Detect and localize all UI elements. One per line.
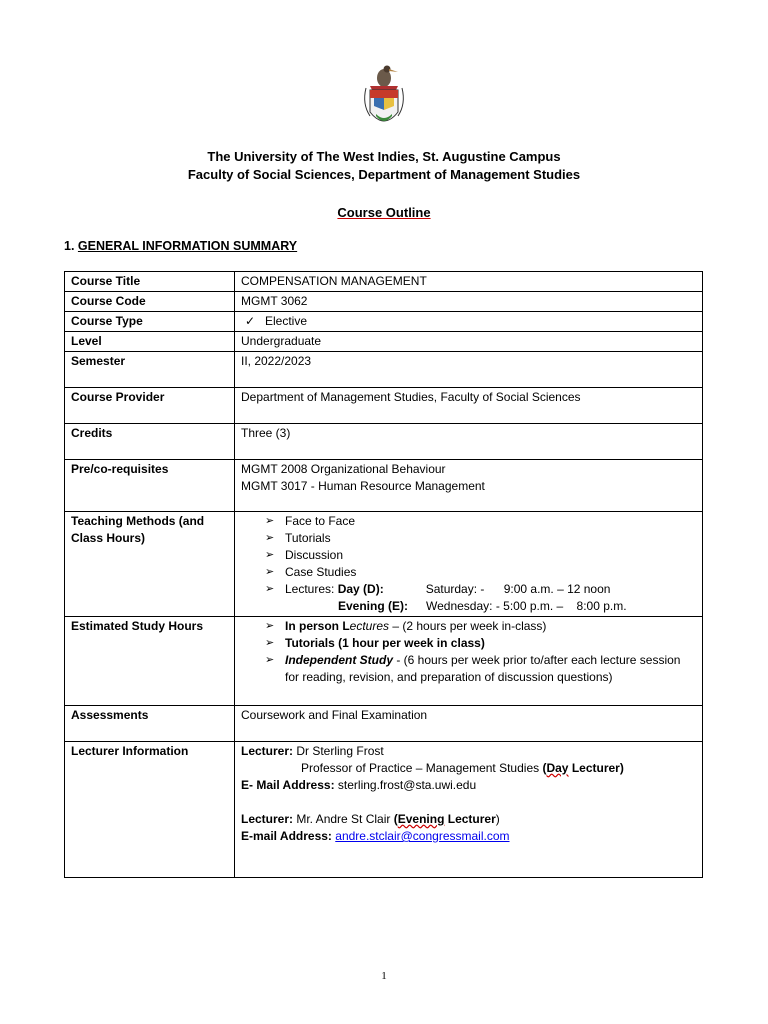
- general-info-table: [64, 271, 703, 878]
- course-provider-value: Department of Management Studies, Faculty of Social Sciences: [235, 388, 703, 424]
- course-code-label: Course Code: [65, 292, 235, 312]
- arrow-bullet-icon: ➢: [265, 566, 275, 578]
- arrow-bullet-icon: ➢: [265, 654, 275, 666]
- section-heading: 1. GENERAL INFORMATION SUMMARY: [64, 239, 298, 253]
- arrow-bullet-icon: ➢: [265, 620, 275, 632]
- list-item: ➢ In person Lectures – (2 hours per week in-class): [265, 619, 547, 633]
- lecturer-info-label: Lecturer Information: [65, 742, 235, 878]
- semester-value: II, 2022/2023: [235, 352, 703, 388]
- table-row: [65, 292, 703, 312]
- assessments-label: Assessments: [65, 706, 235, 742]
- table-row: [65, 742, 703, 878]
- list-item: ➢ Discussion: [265, 548, 344, 562]
- list-item: ➢ Face to Face: [265, 514, 356, 528]
- list-item: ➢ Tutorials: [265, 531, 331, 545]
- table-row: [65, 617, 703, 706]
- semester-label: Semester: [65, 352, 235, 388]
- arrow-bullet-icon: ➢: [265, 637, 275, 649]
- list-item: ➢ Tutorials (1 hour per week in class): [265, 636, 485, 650]
- course-code-value: MGMT 3062: [235, 292, 703, 312]
- list-item: Evening (E): Wednesday: - 5:00 p.m. – 8:00 p.m.: [338, 599, 627, 613]
- table-row: [65, 706, 703, 742]
- credits-label: Credits: [65, 424, 235, 460]
- list-item: ➢ Independent Study - (6 hours per week prior to/after each lecture session for reading, revision, and preparation of discussion questions): [265, 653, 681, 684]
- course-title-value: COMPENSATION MANAGEMENT: [235, 272, 703, 292]
- list-item: ➢ Lectures: Day (D): Saturday: - 9:00 a.m. – 12 noon: [265, 582, 611, 596]
- university-crest-logo: [356, 60, 412, 136]
- table-row: [65, 312, 703, 332]
- level-value: Undergraduate: [235, 332, 703, 352]
- page-number: 1: [381, 970, 387, 982]
- study-hours-value: [235, 617, 703, 706]
- university-name: The University of The West Indies, St. Augustine Campus: [207, 149, 561, 164]
- assessments-value: Coursework and Final Examination: [235, 706, 703, 742]
- course-title-label: Course Title: [65, 272, 235, 292]
- table-row: [65, 332, 703, 352]
- table-row: [65, 512, 703, 617]
- table-row: [65, 388, 703, 424]
- course-type-value: ✓ Elective: [235, 312, 703, 332]
- lecturer-email-link[interactable]: andre.stclair@congressmail.com: [335, 829, 510, 843]
- document-title: Course Outline: [337, 205, 431, 220]
- table-row: [65, 352, 703, 388]
- level-label: Level: [65, 332, 235, 352]
- faculty-name: Faculty of Social Sciences, Department of Management Studies: [187, 167, 581, 182]
- arrow-bullet-icon: ➢: [265, 532, 275, 544]
- teaching-methods-value: [235, 512, 703, 617]
- course-provider-label: Course Provider: [65, 388, 235, 424]
- check-icon: ✓: [245, 314, 256, 328]
- credits-value: Three (3): [235, 424, 703, 460]
- course-type-label: Course Type: [65, 312, 235, 332]
- table-row: [65, 272, 703, 292]
- prereq-value: MGMT 2008 Organizational Behaviour MGMT 3017 - Human Resource Management: [235, 460, 703, 512]
- table-row: [65, 460, 703, 512]
- arrow-bullet-icon: ➢: [265, 515, 275, 527]
- lecturer-info-value: Lecturer: Dr Sterling Frost Professor of Practice – Management Studies (Day Lecturer) E- Mail Address: sterling.frost@sta.uwi.edu Lecturer: Mr. Andre St Clair (Evening Lecturer) E-mail Address: andre.stclair@congressmail.com: [235, 742, 703, 878]
- table-row: [65, 424, 703, 460]
- teaching-methods-label: Teaching Methods (and Class Hours): [65, 512, 235, 617]
- prereq-label: Pre/co-requisites: [65, 460, 235, 512]
- list-item: ➢ Case Studies: [265, 565, 357, 579]
- study-hours-label: Estimated Study Hours: [65, 617, 235, 706]
- arrow-bullet-icon: ➢: [265, 583, 275, 595]
- arrow-bullet-icon: ➢: [265, 549, 275, 561]
